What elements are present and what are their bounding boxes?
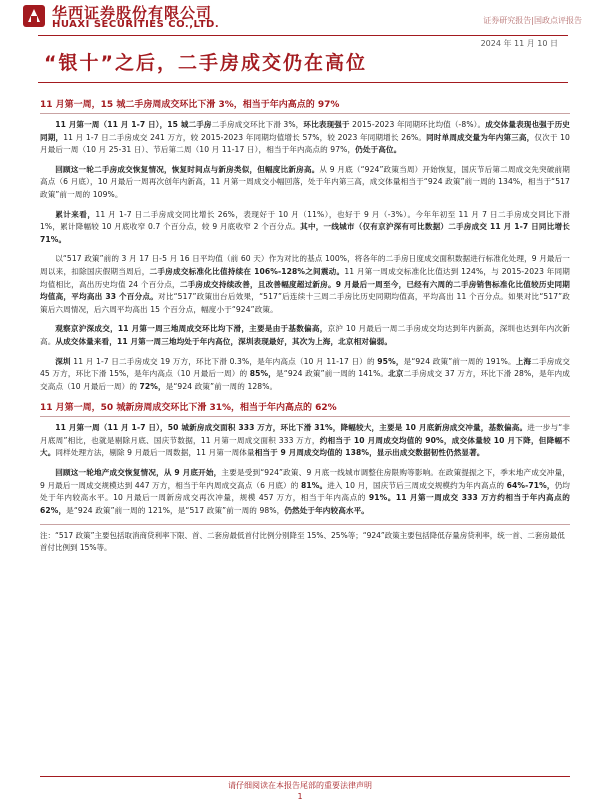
body-text: 11 月 1-7 日二手房成交 241 万方，较 2015-2023 年同期均值增长 57%，较 2023 年同期增长 26%。 [63, 132, 427, 142]
body-text: 11 月第一周成交标准化比值达到 124%，与 2015-2023 年同期均值相比，高出历史均值 24 个百分点， [40, 266, 570, 289]
emphasis-text: 其中，一线城市（仅有京沪深有可比数据）二手房成交 11 月 1-7 日同比增长 71%。 [40, 222, 570, 244]
huaxi-logo-icon [22, 4, 46, 28]
body-paragraph [40, 323, 570, 348]
emphasis-text: 64%-71%， [506, 480, 555, 490]
body-text: 同样处理方法，剔除 9 月最后一周数据，11 月第一周体量 [55, 448, 255, 458]
emphasis-text: 95%， [377, 356, 404, 366]
body-paragraph [40, 119, 570, 157]
body-text: 对比“517”政策出台后效果，“517”后连续十三周二手房比历史同期均值高，平均高出 11 个百分点。如果对比“517”政策后六周情况，后六周平均高出 15 个百分点，幅度小于“924”政策。 [40, 292, 571, 314]
emphasis-text: 仍处于高位。 [355, 145, 402, 155]
emphasis-text: 81%。 [301, 480, 328, 490]
emphasis-text: 相当于 9 月周成交均值的 138%，显示出成交数据韧性仍然显著。 [254, 448, 485, 458]
emphasis-text: 环比表现强于 [303, 120, 350, 129]
policy-note: 注：“517 政策”主要包括取消商贷利率下限、首、二套房最低首付比例分别降至 15%、25%等；“924”政策主要包括降低存量房贷利率，统一首、二套房最低首付比例到 15%等。 [40, 524, 570, 554]
body-text: 仍均处于年内较高水平。10 月最后一周新房成交再次冲量，规模 457 万方，相当于年内高点的 [40, 480, 571, 503]
body-text: 进入 10 月，国庆节后三周成交规模约为年内高点的 [327, 480, 507, 490]
body-text: 2015-2023 年同期环比均值（-8%）。 [349, 120, 486, 129]
body-paragraph [40, 356, 570, 394]
body-text: 京沪 10 月最后一周二手房成交均达到年内新高，深圳也达到年内次新高。 [40, 324, 570, 346]
header-divider [38, 35, 568, 36]
page-header [0, 0, 600, 40]
section-heading: 11 月第一周，50 城新房周成交环比下滑 31%，相当于年内高点的 62% [40, 400, 570, 417]
body-text: 主要是受到“924”政策、9 月底一线城市调整住房限购等影响。在政策提振之下，季末地产成交冲量，9 月最后一周成交规模达到 447 万方，相当于年内周成交高点（6 月底）的 [40, 468, 570, 490]
body-text: 是“924 政策”前一周的 191%。 [403, 356, 516, 366]
emphasis-text: 成交体量表现也强于历史同期， [40, 120, 570, 142]
emphasis-text: 仍然处于年内较高水平。 [284, 505, 369, 515]
emphasis-text: 85%， [249, 369, 277, 379]
emphasis-text: 回顾这一轮地产成交恢复情况，从 9 月底开始， [55, 468, 222, 478]
emphasis-text: 同时单周成交量为年内第三高， [426, 132, 535, 142]
title-divider [38, 82, 568, 83]
body-text: 仅次于 10 月最后一周（10 月 25-31 日）、节后第二周（10 月 11-17 日），相当于年内高点的 97%， [40, 132, 570, 155]
report-date: 2024 年 11 月 10 日 [480, 39, 558, 48]
page-number: 1 [297, 792, 303, 801]
body-text: 二手房成交 37 万方，环比下滑 28%，是年内成交高点（10 月最后一周）的 [40, 369, 570, 391]
body-text: 以“517 政策”前的 3 月 17 日-5 月 16 日平均值（前 60 天）作为对比的基点 100%，将各年的二手房日度成交面积数据进行标准化处理，9 月最后一周以来，扣除国庆假期当周后， [40, 254, 570, 276]
body-paragraph [40, 164, 570, 202]
section-heading: 11 月第一周，15 城二手房周成交环比下滑 3%，相当于年内高点的 97% [40, 97, 570, 114]
emphasis-text: 观察京沪深成交，11 月第一周三地周成交环比均下滑，主要是由于基数偏高， [55, 324, 328, 334]
emphasis-text: 72%， [139, 381, 166, 391]
body-text: 是“924 政策”前一周的 128%。 [165, 381, 278, 391]
emphasis-text: 回顾这一轮二手房成交恢复情况，恢复时间点与新房类似，但幅度比新房高。 [55, 164, 320, 174]
legal-notice: 请仔细阅读在本报告尾部的重要法律声明 [228, 781, 372, 790]
emphasis-text: 二手房成交标准化比值持续在 106%-128%之间震动。 [149, 266, 345, 276]
body-text: 是“924 政策”前一周的 141%。 [276, 369, 389, 379]
company-name-en: HUAXI SECURITIES CO.,LTD. [52, 19, 220, 30]
body-text: 从 9 月底（“924”政策当周）开始恢复，国庆节后第二周成交先突破前期高点（6 月底），10 月最后一周再次创年内新高，11 月第一周成交小幅回落，处于年内第三高，成交体量相当于“924 政策”前一周的 134%，相当于“517 政策”前一周的 109%。 [40, 164, 570, 199]
body-text: 二手房成交环比下滑 3%， [211, 120, 304, 129]
emphasis-text: 约相当于 10 月周成交均值的 90%，成交体量较 10 月下降，但降幅不大。 [40, 435, 570, 458]
body-paragraph [40, 422, 570, 460]
emphasis-text: 北京 [388, 369, 404, 379]
company-name-cn: 华西证券股份有限公司 [52, 4, 213, 22]
body-text: 11 月 1-7 日二手房成交同比增长 26%，表现好于 10 月（11%），也好于 9 月（-3%）。今年年初至 11 月 7 日二手房成交同比下滑 1%，累计降幅较 10 月底收窄 0.7 个百分点，较 9 月底收窄 2 个百分点。 [40, 209, 571, 232]
emphasis-text: 91%。11 月第一周成交 333 万方约相当于年内高点的 62%， [40, 493, 570, 515]
report-body [40, 94, 570, 554]
body-paragraph [40, 209, 570, 247]
body-text: 11 月 1-7 日二手房成交 19 万方，环比下滑 0.3%，是年内高点（10 月 11-17 日）的 [70, 356, 378, 366]
report-type: 证券研究报告|国政点评报告 [483, 16, 582, 25]
body-text: 是“924 政策”前一周的 121%，是“517 政策”前一周的 98%， [66, 505, 285, 515]
body-paragraph [40, 467, 570, 517]
emphasis-text: 11 月第一周（11 月 1-7 日），50 城新房成交面积 333 万方，环比下滑 31%，降幅较大，主要是 10 月底新房成交冲量，基数偏高。 [55, 423, 528, 433]
body-text: 二手房成交 45 万方，环比下滑 15%，是年内高点（10 月最后一周）的 [40, 356, 570, 379]
emphasis-text: 累计来看， [55, 209, 96, 219]
emphasis-text: 从成交体量来看，11 月第一周三地均处于年内高位，深圳表现最好，其次为上海，北京相对偏弱。 [55, 336, 393, 346]
emphasis-text: 上海 [515, 356, 532, 366]
body-text: 进一步与“非月底周”相比，也就是剔除月底、国庆节数据，11 月第一周成交面积 333 万方， [40, 423, 570, 445]
emphasis-text: 深圳 [55, 356, 71, 366]
body-paragraph [40, 253, 570, 316]
emphasis-text: 11 月第一周（11 月 1-7 日），15 城二手房 [55, 120, 212, 129]
footer-divider [40, 776, 570, 777]
report-title: “银十”之后，二手房成交仍在高位 [44, 52, 367, 74]
emphasis-text: 二手房成交持续改善，且改善幅度超过新房。9 月最后一周至今，已经有六周的二手房销售标准化比值较历史同期均值高，平均高出 33 个百分点。 [40, 279, 570, 302]
